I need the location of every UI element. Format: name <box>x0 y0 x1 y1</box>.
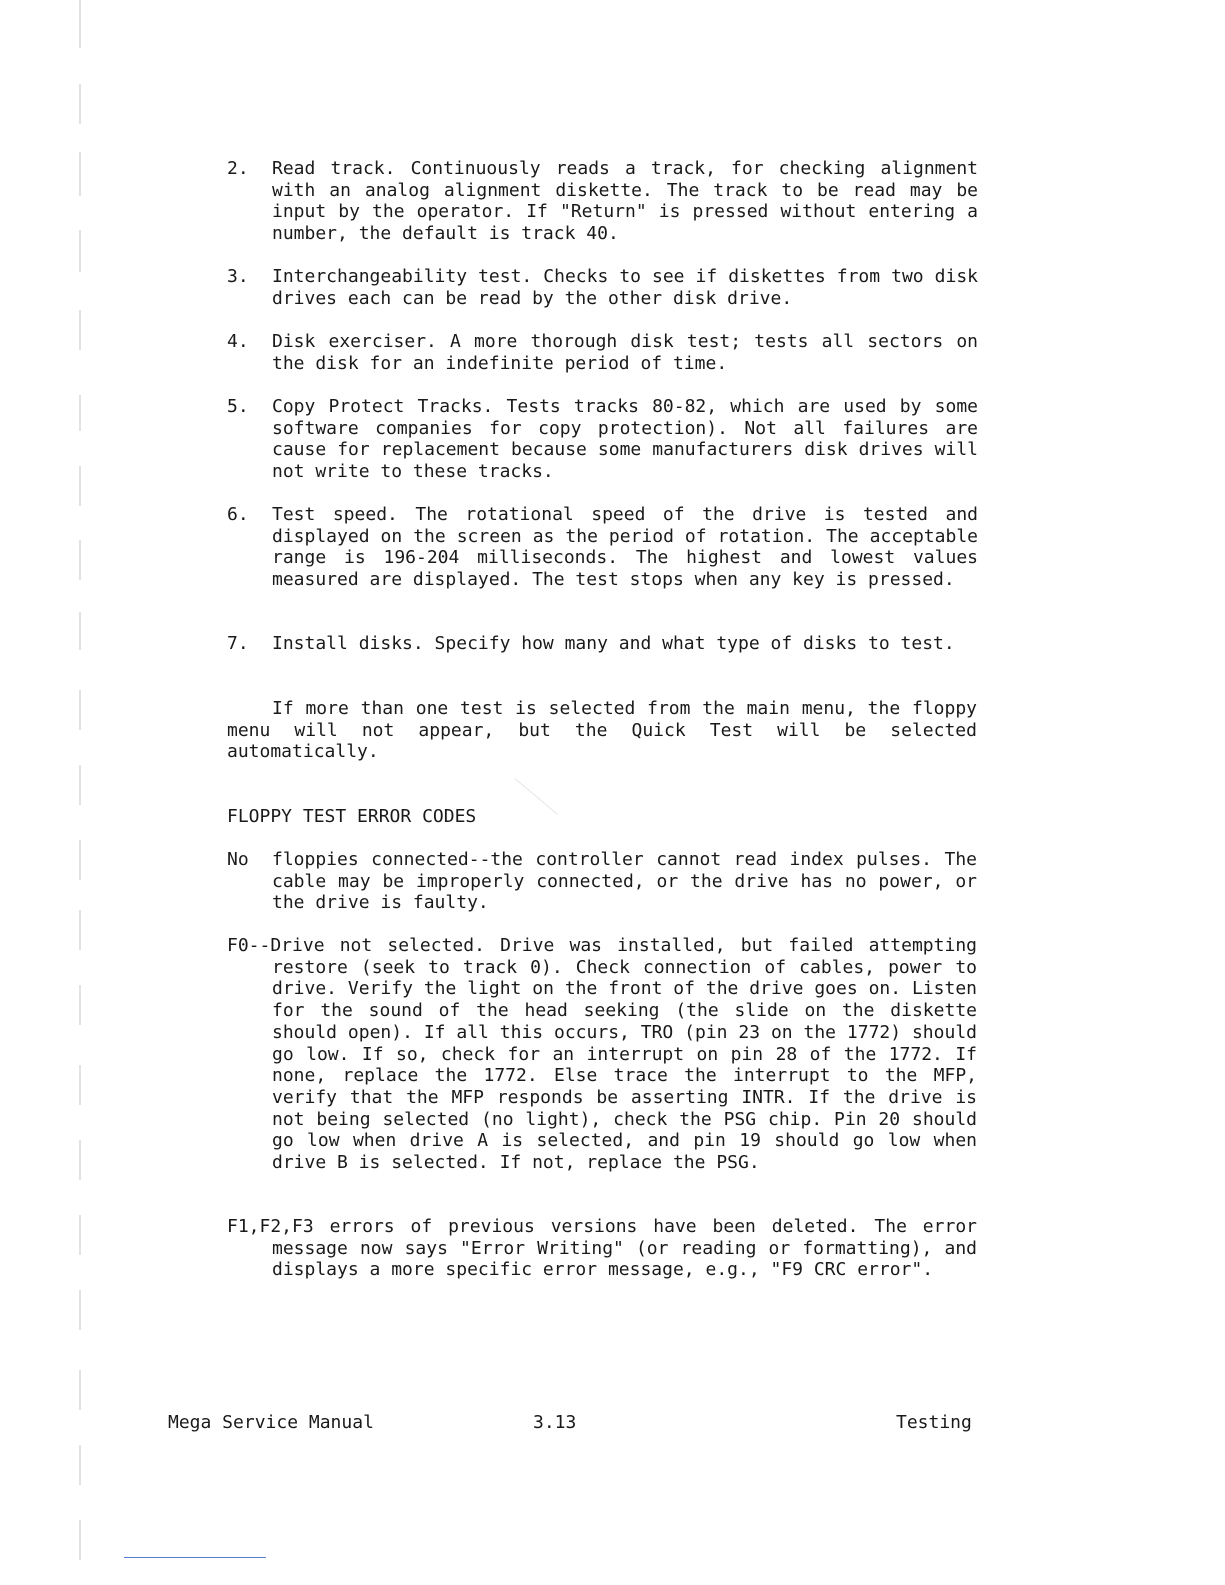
edge-mark <box>79 1445 81 1485</box>
list-item-number: 5. <box>227 396 249 417</box>
error-code-lead: F0--Drive not selected. <box>227 935 485 956</box>
list-item-text: Test speed. The rotational speed of the drive is tested and displayed on the screen as the period of rotation. The acceptable range is 196-204 milliseconds. The highest and lowest values measured are displayed. The test stops when any key is pressed. <box>272 504 978 591</box>
edge-mark <box>79 1065 81 1105</box>
edge-mark <box>79 152 81 196</box>
edge-mark <box>79 910 81 950</box>
edge-mark <box>79 1290 81 1330</box>
list-item-text: Disk exerciser. A more thorough disk test; tests all sectors on the disk for an indefinite period of time. <box>272 331 978 374</box>
error-code-entry <box>227 849 977 914</box>
section-heading: FLOPPY TEST ERROR CODES <box>227 806 477 827</box>
footer-page-number: 3.13 <box>533 1412 577 1433</box>
list-item-number: 2. <box>227 158 249 179</box>
edge-mark <box>79 466 81 506</box>
list-item-number: 4. <box>227 331 249 352</box>
list-item-number: 7. <box>227 633 249 654</box>
edge-mark <box>79 765 81 805</box>
edge-mark <box>79 1215 81 1255</box>
error-code-lead: No <box>227 849 249 870</box>
edge-mark <box>79 84 81 124</box>
error-code-text: Drive was installed, but failed attempting restore (seek to track 0). Check connection of cables, power to drive. Verify the light on the front of the drive goes on. Listen for the sound of the head seeking (the slide on the diskette should open). If all this occurs, TRO (pin 23 on the 1772) should go low. If so, check for an interrupt on pin 28 of the 1772. If none, replace the 1772. Else trace the interrupt to the MFP, verify that the MFP responds be asserting INTR. If the drive is not being selected (no light), check the PSG chip. Pin 20 should go low when drive A is selected, and pin 19 should go low when drive B is selected. If not, replace the PSG. <box>272 935 977 1174</box>
error-code-text: The error message now says "Error Writing" (or reading or formatting), and displays a more specific error message, e.g., "F9 CRC error". <box>272 1216 977 1281</box>
edge-mark <box>79 1520 81 1560</box>
list-item-number: 3. <box>227 266 249 287</box>
edge-mark <box>79 0 81 48</box>
edge-mark <box>79 1370 81 1410</box>
edge-mark <box>79 310 81 350</box>
edge-mark <box>79 840 81 880</box>
edge-mark <box>79 690 81 730</box>
error-code-lead: F1,F2,F3 errors of previous versions have been deleted. <box>227 1216 859 1237</box>
edge-mark <box>79 985 81 1025</box>
footer-section-name: Testing <box>896 1412 972 1433</box>
footer-manual-title: Mega Service Manual <box>168 1412 374 1433</box>
list-item-text: Install disks. Specify how many and what type of disks to test. <box>272 633 955 654</box>
edge-mark <box>79 230 81 272</box>
bottom-rule <box>124 1557 266 1558</box>
error-code-entry <box>227 935 977 1174</box>
list-item-text: Copy Protect Tracks. Tests tracks 80-82, which are used by some software companies for copy protection). Not all failures are cause for replacement because some manufacturers disk drives will not write to these tracks. <box>272 396 978 483</box>
list-item-text: Interchangeability test. Checks to see if diskettes from two disk drives each can be read by the other disk drive. <box>272 266 978 309</box>
edge-mark <box>79 1140 81 1180</box>
body-paragraph: If more than one test is selected from the main menu, the floppy menu will not appear, but the Quick Test will be selected automatically. <box>227 698 977 763</box>
list-item-number: 6. <box>227 504 249 525</box>
edge-mark <box>79 540 81 580</box>
error-code-entry <box>227 1216 977 1281</box>
edge-mark <box>79 395 81 431</box>
edge-mark <box>79 612 81 650</box>
scan-speck <box>514 778 558 815</box>
list-item-text: Read track. Continuously reads a track, for checking alignment with an analog alignment diskette. The track to be read may be input by the operator. If "Return" is pressed without entering a number, the default is track 40. <box>272 158 978 245</box>
error-code-text: floppies connected--the controller cannot read index pulses. The cable may be improperly connected, or the drive has no power, or the drive is faulty. <box>272 849 977 914</box>
